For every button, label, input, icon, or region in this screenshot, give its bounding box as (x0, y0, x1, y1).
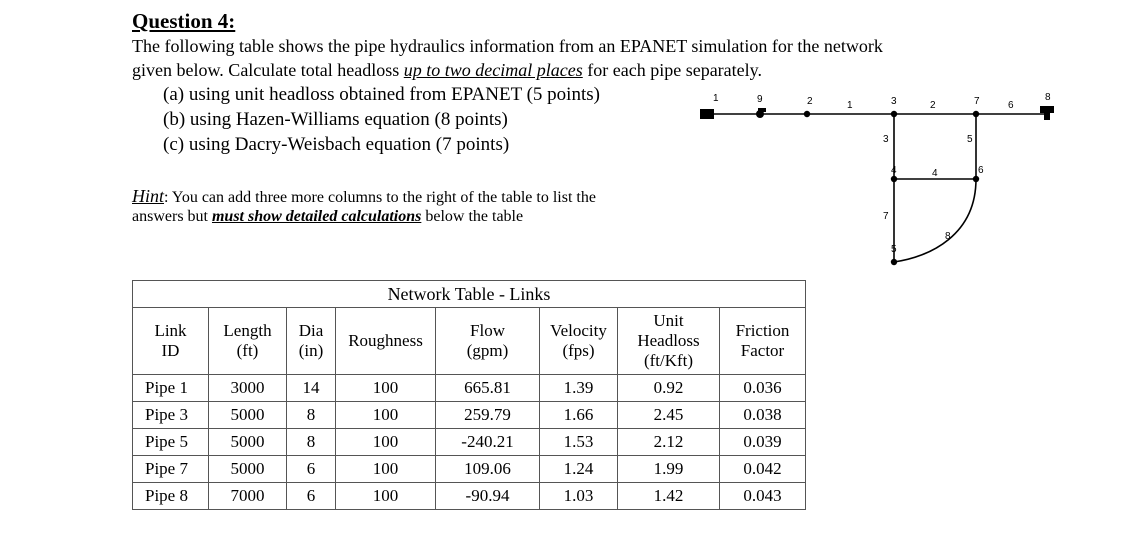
cell-length: 5000 (209, 429, 287, 456)
cell-link-id: Pipe 7 (133, 456, 209, 483)
cell-unit-headloss: 1.42 (618, 483, 720, 510)
hint-line-1-text: : You can add three more columns to the right of the table to list the (164, 189, 596, 206)
cell-length: 3000 (209, 375, 287, 402)
table-row (133, 402, 806, 429)
junction-node-3 (891, 111, 897, 117)
cell-velocity: 1.66 (540, 402, 618, 429)
cell-length: 7000 (209, 483, 287, 510)
cell-diameter: 8 (287, 429, 336, 456)
cell-flow: -90.94 (436, 483, 540, 510)
part-a: (a) using unit headloss obtained from EPANET (5 points) (163, 84, 600, 105)
label-node-6: 6 (978, 165, 984, 176)
cell-velocity: 1.39 (540, 375, 618, 402)
header-diameter: Dia (in) (287, 308, 336, 375)
junction-node-5 (891, 259, 897, 265)
cell-roughness: 100 (336, 429, 436, 456)
junction-node-4 (891, 176, 897, 182)
cell-friction-factor: 0.043 (720, 483, 806, 510)
label-link-3: 3 (883, 134, 889, 145)
intro-line-2 (132, 60, 762, 81)
cell-friction-factor: 0.042 (720, 456, 806, 483)
tank-symbol (1040, 106, 1054, 120)
table-row (133, 456, 806, 483)
part-b: (b) using Hazen-Williams equation (8 points) (163, 109, 508, 130)
reservoir-symbol (700, 109, 714, 119)
label-node-7: 7 (974, 96, 980, 107)
cell-velocity: 1.03 (540, 483, 618, 510)
label-link-1: 1 (847, 100, 853, 111)
header-length: Length (ft) (209, 308, 287, 375)
network-links-table (132, 280, 806, 510)
cell-flow: 665.81 (436, 375, 540, 402)
cell-link-id: Pipe 1 (133, 375, 209, 402)
header-flow: Flow (gpm) (436, 308, 540, 375)
label-node-3: 3 (891, 96, 897, 107)
question-title: Question 4: (132, 9, 236, 33)
label-link-7: 7 (883, 211, 889, 222)
label-link-4: 4 (932, 168, 938, 179)
cell-velocity: 1.24 (540, 456, 618, 483)
cell-roughness: 100 (336, 483, 436, 510)
header-roughness: Roughness (336, 308, 436, 375)
label-link-2: 2 (930, 100, 936, 111)
label-link-8: 8 (945, 231, 951, 242)
table-row (133, 375, 806, 402)
label-link-5: 5 (967, 134, 973, 145)
cell-unit-headloss: 0.92 (618, 375, 720, 402)
cell-unit-headloss: 1.99 (618, 456, 720, 483)
hint-line-2 (132, 208, 523, 226)
hint-emphasis: must show detailed calculations (211, 208, 422, 225)
header-velocity: Velocity (fps) (540, 308, 618, 375)
cell-length: 5000 (209, 402, 287, 429)
cell-diameter: 6 (287, 456, 336, 483)
pump-symbol (756, 108, 766, 118)
label-node-4: 4 (891, 165, 897, 176)
cell-flow: 109.06 (436, 456, 540, 483)
label-node-2: 2 (807, 96, 813, 107)
pipe-8-line (894, 179, 976, 262)
hint-line-2-suffix: below the table (421, 208, 524, 225)
cell-link-id: Pipe 3 (133, 402, 209, 429)
table-row (133, 429, 806, 456)
cell-unit-headloss: 2.45 (618, 402, 720, 429)
cell-diameter: 8 (287, 402, 336, 429)
cell-link-id: Pipe 5 (133, 429, 209, 456)
table-row (133, 483, 806, 510)
hint-line-2-prefix: answers but (132, 208, 212, 225)
label-node-5: 5 (891, 244, 897, 255)
cell-diameter: 14 (287, 375, 336, 402)
header-friction-factor: Friction Factor (720, 308, 806, 375)
cell-length: 5000 (209, 456, 287, 483)
cell-unit-headloss: 2.12 (618, 429, 720, 456)
part-c: (c) using Dacry-Weisbach equation (7 points) (163, 134, 510, 155)
cell-friction-factor: 0.036 (720, 375, 806, 402)
table-caption: Network Table - Links (133, 281, 806, 308)
header-link-id: Link ID (133, 308, 209, 375)
label-node-8: 8 (1045, 92, 1051, 103)
cell-velocity: 1.53 (540, 429, 618, 456)
cell-roughness: 100 (336, 402, 436, 429)
cell-friction-factor: 0.039 (720, 429, 806, 456)
decimal-places-emphasis: up to two decimal places (403, 60, 583, 80)
cell-friction-factor: 0.038 (720, 402, 806, 429)
cell-flow: -240.21 (436, 429, 540, 456)
label-link-6: 6 (1008, 100, 1014, 111)
junction-node-2 (804, 111, 810, 117)
cell-roughness: 100 (336, 375, 436, 402)
cell-roughness: 100 (336, 456, 436, 483)
intro-line-1: The following table shows the pipe hydraulics information from an EPANET simulation for the network (132, 36, 883, 56)
cell-link-id: Pipe 8 (133, 483, 209, 510)
header-unit-headloss: Unit Headloss (ft/Kft) (618, 308, 720, 375)
intro-line-2-prefix: given below. Calculate total headloss (132, 60, 404, 80)
cell-flow: 259.79 (436, 402, 540, 429)
intro-line-2-suffix: for each pipe separately. (582, 60, 762, 80)
hint-line-1 (132, 186, 596, 207)
network-diagram (690, 85, 1070, 275)
cell-diameter: 6 (287, 483, 336, 510)
junction-node-7 (973, 111, 979, 117)
label-node-1: 1 (713, 93, 719, 104)
hint-label: Hint (132, 186, 165, 206)
label-pump-9: 9 (757, 94, 763, 105)
junction-node-6 (973, 176, 979, 182)
